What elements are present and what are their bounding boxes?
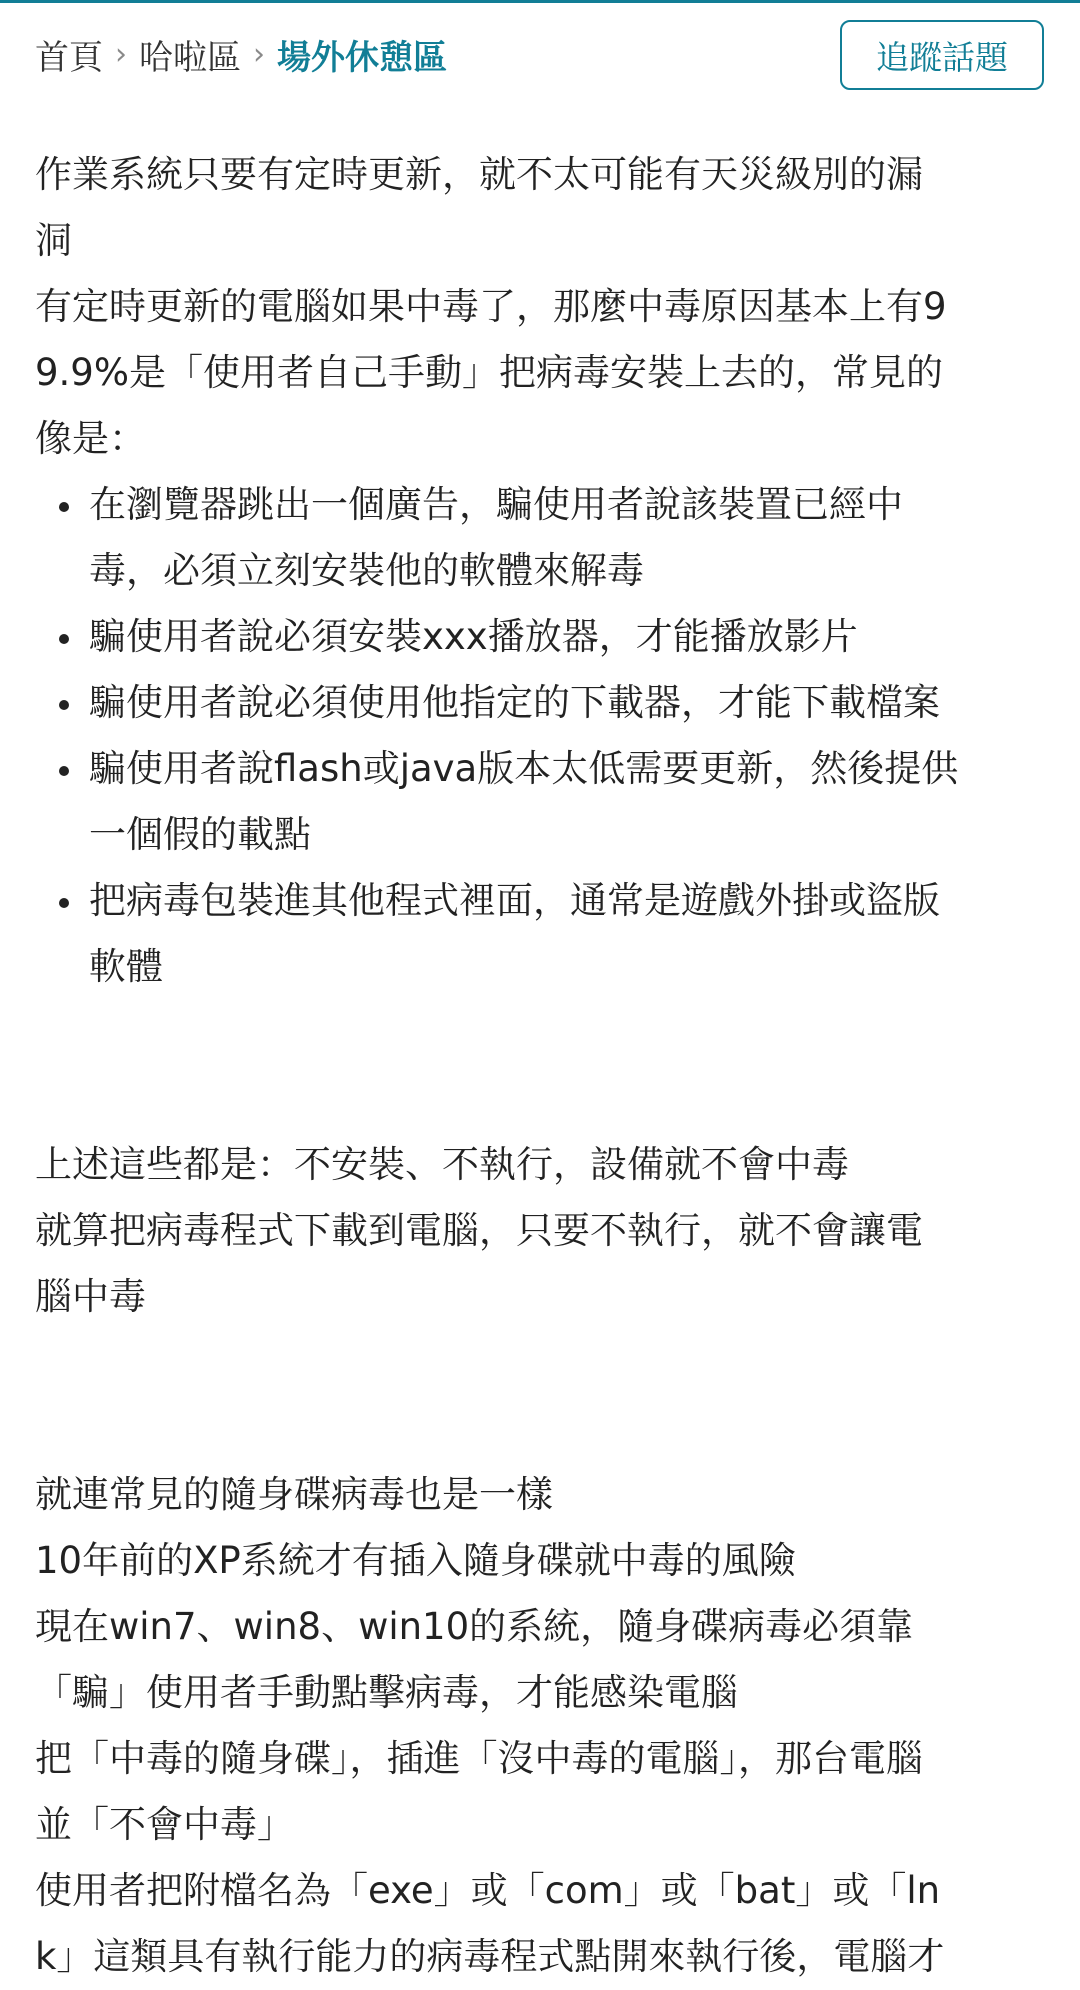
list-item (35, 868, 1045, 1000)
text-line: 就算把病毒程式下載到電腦，只要不執行，就不會讓電 (35, 1209, 923, 1252)
text-line: 9.9%是「使用者自己手動」把病毒安裝上去的，常見的 (35, 351, 943, 394)
list-item (35, 670, 1045, 736)
text-line: 騙使用者說flash或java版本太低需要更新，然後提供 (89, 747, 959, 790)
text-line: 像是： (35, 417, 146, 460)
bullet-icon (59, 898, 69, 908)
breadcrumb-hala-link[interactable]: 哈啦區 (139, 37, 241, 78)
bullet-icon (59, 502, 69, 512)
text-line: 腦中毒 (35, 1275, 146, 1318)
post-body (35, 142, 1045, 1990)
breadcrumb-current-board[interactable]: 場外休憩區 (277, 37, 447, 78)
text-line: 就連常見的隨身碟病毒也是一樣 (35, 1473, 553, 1516)
virus-method-list (35, 472, 1045, 1000)
text-line: 騙使用者說必須使用他指定的下載器，才能下載檔案 (89, 681, 940, 724)
post-intro-paragraph (35, 142, 1045, 472)
text-line: 現在win7、win8、win10的系統，隨身碟病毒必須靠 (35, 1605, 914, 1648)
text-line: 有定時更新的電腦如果中毒了，那麼中毒原因基本上有9 (35, 285, 947, 328)
text-line: 軟體 (89, 945, 163, 988)
text-line: 把病毒包裝進其他程式裡面，通常是遊戲外掛或盜版 (89, 879, 940, 922)
breadcrumb (35, 28, 447, 80)
follow-topic-button[interactable]: 追蹤話題 (840, 20, 1044, 90)
chevron-right-icon: › (115, 36, 127, 72)
text-line: 毒，必須立刻安裝他的軟體來解毒 (89, 549, 644, 592)
list-item (35, 472, 1045, 604)
text-line: 一個假的載點 (89, 813, 311, 856)
text-line: 洞 (35, 219, 72, 262)
paragraph-spacer (35, 1330, 1045, 1396)
text-line: 把「中毒的隨身碟」，插進「沒中毒的電腦」，那台電腦 (35, 1737, 923, 1780)
text-line: 並「不會中毒」 (35, 1803, 294, 1846)
list-item (35, 736, 1045, 868)
list-item (35, 604, 1045, 670)
paragraph-spacer (35, 1396, 1045, 1462)
breadcrumb-home-link[interactable]: 首頁 (35, 37, 103, 78)
topic-header (0, 0, 1080, 110)
paragraph-spacer (35, 1000, 1045, 1066)
bullet-icon (59, 700, 69, 710)
bullet-icon (59, 766, 69, 776)
text-line: 「騙」使用者手動點擊病毒，才能感染電腦 (35, 1671, 738, 1714)
bullet-icon (59, 634, 69, 644)
post-paragraph-3 (35, 1462, 1045, 1990)
text-line: 10年前的XP系統才有插入隨身碟就中毒的風險 (35, 1539, 796, 1582)
text-line: 作業系統只要有定時更新，就不太可能有天災級別的漏 (35, 153, 923, 196)
paragraph-spacer (35, 1066, 1045, 1132)
text-line: 使用者把附檔名為「exe」或「com」或「bat」或「ln (35, 1869, 941, 1912)
text-line: 在瀏覽器跳出一個廣告，騙使用者說該裝置已經中 (89, 483, 903, 526)
chevron-right-icon: › (253, 36, 265, 72)
text-line: k」這類具有執行能力的病毒程式點開來執行後，電腦才 (35, 1935, 945, 1978)
text-line: 上述這些都是：不安裝、不執行，設備就不會中毒 (35, 1143, 849, 1186)
text-line: 騙使用者說必須安裝xxx播放器，才能播放影片 (89, 615, 858, 658)
post-paragraph-2 (35, 1132, 1045, 1330)
